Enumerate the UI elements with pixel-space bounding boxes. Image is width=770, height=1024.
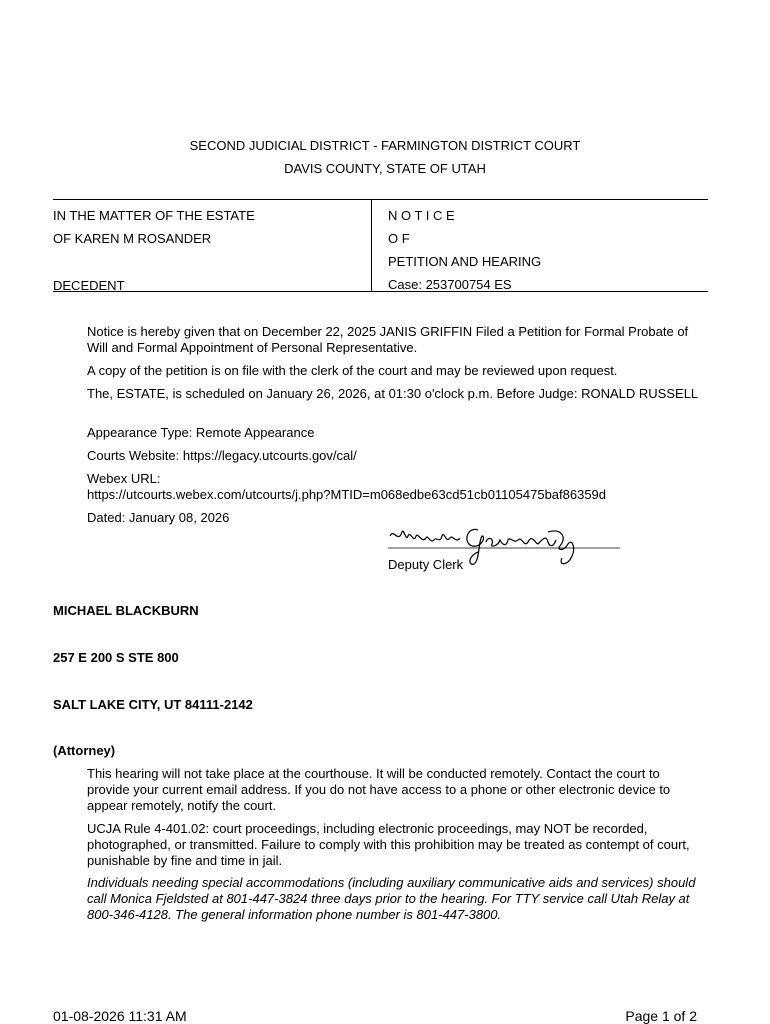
caption-petition-hearing: PETITION AND HEARING <box>388 254 542 269</box>
notice-paragraph: Notice is hereby given that on December 22, 2025 JANIS GRIFFIN Filed a Petition for Formal Probate of Will and Formal Appointment of Personal Representative. <box>87 324 689 355</box>
attorney-street: 257 E 200 S STE 800 <box>53 650 179 665</box>
ucja-rule-note: UCJA Rule 4-401.02: court proceedings, including electronic proceedings, may NOT be recorded, photographed, or transmitted. Failure to comply with this prohibition may be treated as contempt of court, punishable by fine and time in jail. <box>87 821 690 868</box>
court-name: SECOND JUDICIAL DISTRICT - FARMINGTON DISTRICT COURT <box>189 138 581 153</box>
accommodations-note: Individuals needing special accommodations (including auxiliary communicative aids and services) should call Monica Fjeldsted at 801-447-3824 three days prior to the hearing. For TTY service call Utah Relay at 800-346-4128. The general information phone number is 801-447-3800. <box>87 875 696 922</box>
caption-matter-line2: OF KAREN M ROSANDER <box>53 231 212 246</box>
remote-hearing-note: This hearing will not take place at the courthouse. It will be conducted remotely. Contact the court to provide your current email address. If you do not have access to a phone or other electronic device to appear remotely, notify the court. <box>87 766 671 813</box>
caption-decedent: DECEDENT <box>53 278 125 293</box>
footer-page-number: Page 1 of 2 <box>625 1008 697 1024</box>
attorney-name: MICHAEL BLACKBURN <box>53 603 199 618</box>
courts-website: Courts Website: https://legacy.utcourts.gov/cal/ <box>87 448 357 463</box>
schedule-paragraph: The, ESTATE, is scheduled on January 26, 2026, at 01:30 o'clock p.m. Before Judge: RONALD RUSSELL <box>87 386 699 401</box>
deputy-clerk-title: Deputy Clerk <box>388 557 464 572</box>
attorney-city: SALT LAKE CITY, UT 84111-2142 <box>53 697 253 712</box>
dated-line: Dated: January 08, 2026 <box>87 510 230 525</box>
caption-matter-line1: IN THE MATTER OF THE ESTATE <box>53 208 255 223</box>
county-state: DAVIS COUNTY, STATE OF UTAH <box>284 161 486 176</box>
case-number: Case: 253700754 ES <box>388 277 512 292</box>
appearance-type: Appearance Type: Remote Appearance <box>87 425 315 440</box>
attorney-role: (Attorney) <box>53 743 116 758</box>
webex-url[interactable]: https://utcourts.webex.com/utcourts/j.php?MTID=m068edbe63cd51cb01105475baf86359d <box>87 487 607 502</box>
footer-timestamp: 01-08-2026 11:31 AM <box>53 1008 187 1024</box>
caption-notice-title: N O T I C E <box>388 208 455 223</box>
caption-top-rule <box>53 199 708 200</box>
caption-divider <box>371 199 372 292</box>
webex-label: Webex URL: <box>87 471 161 486</box>
caption-of: O F <box>388 231 410 246</box>
copy-paragraph: A copy of the petition is on file with the clerk of the court and may be reviewed upon request. <box>87 363 618 378</box>
